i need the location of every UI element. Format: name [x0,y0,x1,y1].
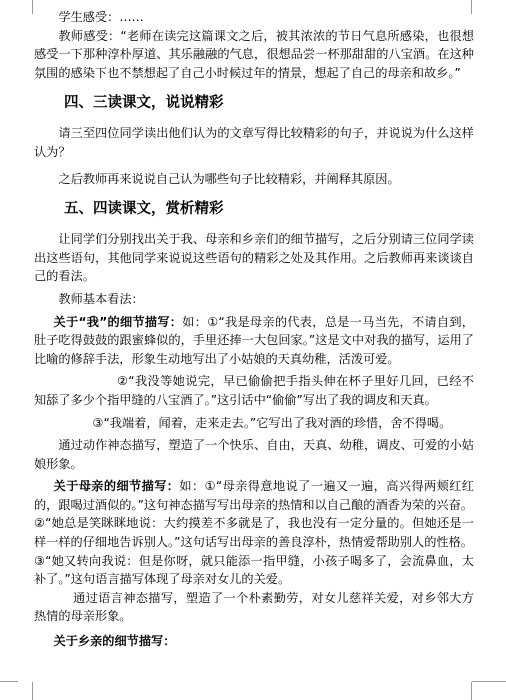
me-detail-text-3: ③“我端着，闻着，走来走去。”它写出了我对酒的珍惜，舍不得喝。 [92,415,452,430]
me-detail-paragraph [34,313,474,369]
section-5-paragraph-1: 让同学们分别找出关于我、母亲和乡亲们的细节描写，之后分别请三位同学读出这些语句，其他同学来说说这些语句的精彩之处及其作用。之后教师再来谈谈自己的看法。 [34,232,474,284]
mother-detail-summary: 通过语言神态描写，塑造了一个朴素勤劳，对女儿慈祥关爱，对乡邻大方热情的母亲形象。 [34,590,474,624]
me-detail-title: 关于“我”的细节描写： [53,314,183,329]
section-5-heading: 五、四读课文，赏析精彩 [64,200,224,218]
crop-mark-top-left [18,0,33,14]
mother-detail-title: 关于母亲的细节描写： [53,479,180,494]
teacher-feeling: 教师感受：“老师在读完这篇课文之后，被其浓浓的节日气息所感染，也很想感受一下那种淳朴厚道、其乐融融的气息，很想品尝一杯那甜甜的八宝酒。在这种氛围的感染下也不禁想起了自己小时候过年的情景，想起了自己的母亲和故乡。” [34,28,474,80]
me-detail-text-1: 如：①“我是母亲的代表，总是一马当先，不请自到，肚子吃得鼓鼓的跟蜜蜂似的，手里还捧一大包回家。”这是文中对我的描写，运用了比喻的修辞手法，形象生动地写出了小姑娘的天真幼稚，活泼可爱。 [34,314,474,366]
me-detail-text-2: ②“我没等她说完，早已偷偷把手指头伸在杯子里好几回，已经不知舔了多少个指甲缝的八宝酒了。”这引话中“偷偷”写出了我的调皮和天真。 [34,374,474,407]
crop-mark-bottom-left-h [0,681,18,682]
mother-detail-text-2: ②“她总是笑眯眯地说：大约摸差不多就是了，我也没有一定分量的。但她还是一样一样的仔细地告诉别人。”这句话写出母亲的善良淳朴，热情爱帮助别人的性格。 [34,516,474,550]
teacher-view-label: 教师基本看法： [58,291,144,306]
mother-detail-paragraph [34,477,474,514]
crop-mark-bottom-left [18,682,33,700]
document-body [34,8,474,651]
villagers-detail-title: 关于乡亲的细节描写： [53,634,176,649]
me-detail-summary: 通过动作神态描写，塑造了一个快乐、自由，天真、幼稚，调皮、可爱的小姑娘形象。 [34,438,474,471]
section-4-paragraph-1: 请三至四位同学读出他们认为的文章写得比较精彩的句子，并说说为什么这样认为？ [34,126,474,159]
section-4-paragraph-2: 之后教师再来说说自己认为哪些句子比较精彩，并阐释其原因。 [58,171,400,186]
section-4-heading: 四、三读课文，说说精彩 [64,94,224,112]
mother-detail-text-1: 如：①“母亲得意地说了一遍又一遍，高兴得两颊红红的，跟喝过酒似的。”这句神态描写写出母亲的热情和以自己酿的酒香为荣的兴奋。 [34,479,474,512]
crop-mark-bottom-right [471,682,486,700]
villagers-detail-title-line [34,632,474,651]
crop-mark-bottom-right-h [472,681,506,682]
student-feeling: 学生感受：…… [58,10,144,24]
mother-detail-text-3: ③“她又转向我说：但是你呀，就只能添一指甲缝，小孩子喝多了，会流鼻血，太补了。”这句语言描写体现了母亲对女儿的关爱。 [34,553,474,587]
